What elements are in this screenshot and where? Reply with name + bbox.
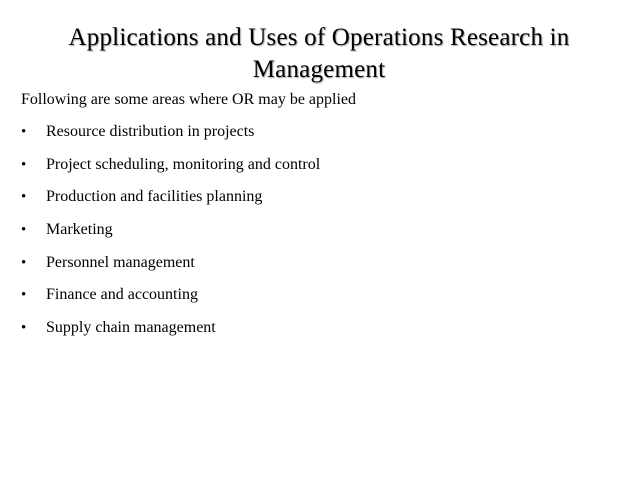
bullet-icon: • bbox=[21, 287, 27, 304]
intro-text: Following are some areas where OR may be applied bbox=[21, 91, 357, 108]
bullet-icon: • bbox=[21, 254, 27, 271]
list-item bbox=[21, 253, 320, 286]
slide-title-line-2: Management bbox=[252, 56, 386, 83]
list-item-text: Resource distribution in projects bbox=[46, 123, 255, 140]
list-item bbox=[21, 122, 320, 155]
bullet-icon: • bbox=[21, 156, 27, 173]
list-item-text: Production and facilities planning bbox=[46, 188, 263, 206]
list-item-text: Finance and accounting bbox=[46, 286, 198, 304]
list-item-text: Marketing bbox=[46, 221, 113, 239]
list-item-text: Project scheduling, monitoring and control bbox=[46, 155, 321, 173]
slide-title-line-1: Applications and Uses of Operations Research in bbox=[68, 24, 570, 51]
list-item-text: Personnel management bbox=[46, 253, 195, 271]
list-item-text: Supply chain management bbox=[46, 319, 216, 337]
list-item bbox=[21, 318, 320, 351]
bullet-icon: • bbox=[21, 189, 27, 206]
bullet-icon: • bbox=[21, 124, 27, 140]
bullet-list bbox=[21, 122, 320, 351]
slide-title bbox=[20, 22, 618, 86]
list-item bbox=[21, 187, 320, 220]
bullet-icon: • bbox=[21, 222, 27, 239]
list-item bbox=[21, 285, 320, 318]
bullet-icon: • bbox=[21, 320, 27, 337]
list-item bbox=[21, 220, 320, 253]
list-item bbox=[21, 155, 320, 188]
